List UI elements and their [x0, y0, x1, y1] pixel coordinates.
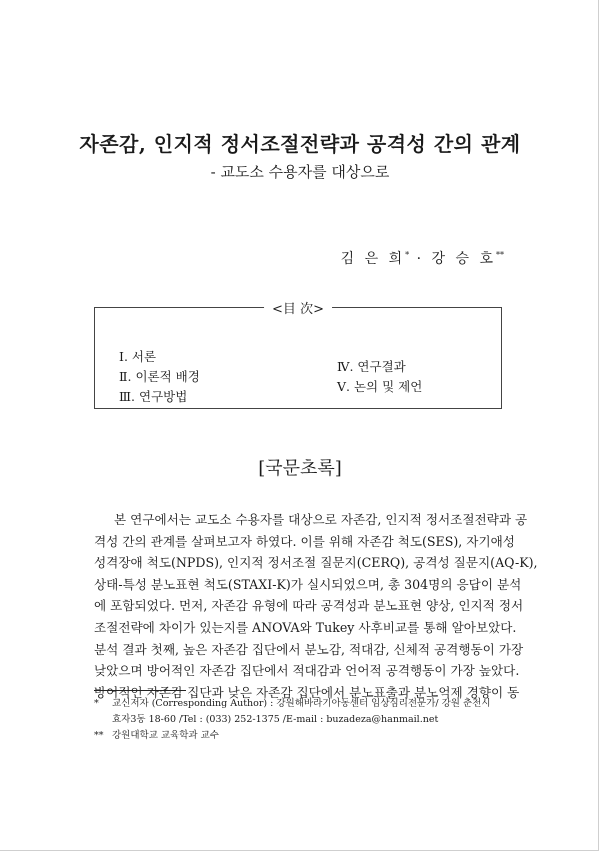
- toc-heading: <目 次>: [264, 298, 332, 317]
- author-mark: **: [496, 250, 504, 260]
- footnote-mark: *: [94, 698, 99, 709]
- footnote-mark: **: [94, 730, 104, 741]
- footnotes: [94, 696, 507, 744]
- footnote-corresponding-author: [94, 696, 507, 712]
- toc-item-discussion: Ⅴ. 논의 및 제언: [337, 379, 423, 394]
- abstract-body: [94, 509, 538, 703]
- paper-subtitle: - 교도소 수용자를 대상으로: [210, 163, 390, 181]
- abstract-heading: [국문초록]: [258, 458, 342, 479]
- paper-title: 자존감, 인지적 정서조절전략과 공격성 간의 관계: [79, 132, 521, 156]
- toc-item-method: Ⅲ. 연구방법: [119, 389, 188, 404]
- toc-item-results: Ⅳ. 연구결과: [337, 359, 406, 374]
- footnote-text: 강원대학교 교육학과 교수: [112, 730, 219, 741]
- abstract-line: 에 포함되었다. 먼저, 자존감 유형에 따라 공격성과 분노표현 양상, 인지적 정서: [94, 598, 524, 614]
- author-separator: ·: [409, 251, 432, 267]
- toc-item-theory: Ⅱ. 이론적 배경: [119, 369, 200, 384]
- abstract-line: 방어적인 자존감 집단과 낮은 자존감 집단에서 분노표출과 분노억제 경향이 동: [94, 684, 520, 700]
- author-mark: *: [405, 250, 410, 260]
- toc-left-column: [119, 347, 200, 407]
- toc-right-column: [337, 357, 422, 397]
- abstract-line: 조절전략에 차이가 있는지를 ANOVA와 Tukey 사후비교를 통해 알아보았다.: [94, 619, 517, 635]
- footnote-text: 교신저자 (Corresponding Author) : 강원해바라기아동센터 임상심리전문가/ 강원 춘천시: [112, 698, 491, 709]
- author-name: 강 승 호: [431, 251, 496, 267]
- author-name: 김 은 희: [340, 251, 406, 267]
- toc-item-introduction: Ⅰ. 서론: [119, 349, 157, 364]
- footnote-divider: [94, 690, 186, 691]
- table-of-contents: [94, 302, 502, 409]
- abstract-line: 본 연구에서는 교도소 수용자를 대상으로 자존감, 인지적 정서조절전략과 공: [114, 512, 528, 527]
- abstract-line: 격성 간의 관계를 살펴보고자 하였다. 이를 위해 자존감 척도(SES), 자기애성: [94, 533, 515, 549]
- footnote-text-continued: 효자3동 18-60 /Tel : (033) 252-1375 /E-mail : buzadeza@hanmail.net: [112, 714, 439, 725]
- footnote-second-author: [94, 728, 507, 744]
- abstract-line: 상태-특성 분노표현 척도(STAXI-K)가 실시되었으며, 총 304명의 응답이 분석: [94, 576, 522, 592]
- author-line: [341, 248, 504, 268]
- abstract-line: 낮았으며 방어적인 자존감 집단에서 적대감과 언어적 공격행동이 가장 높았다.: [94, 663, 520, 679]
- abstract-line: 분석 결과 첫째, 높은 자존감 집단에서 분노감, 적대감, 신체적 공격행동이 가장: [94, 641, 524, 657]
- abstract-line: 성격장애 척도(NPDS), 인지적 정서조절 질문지(CERQ), 공격성 질문지(AQ-K),: [94, 555, 538, 571]
